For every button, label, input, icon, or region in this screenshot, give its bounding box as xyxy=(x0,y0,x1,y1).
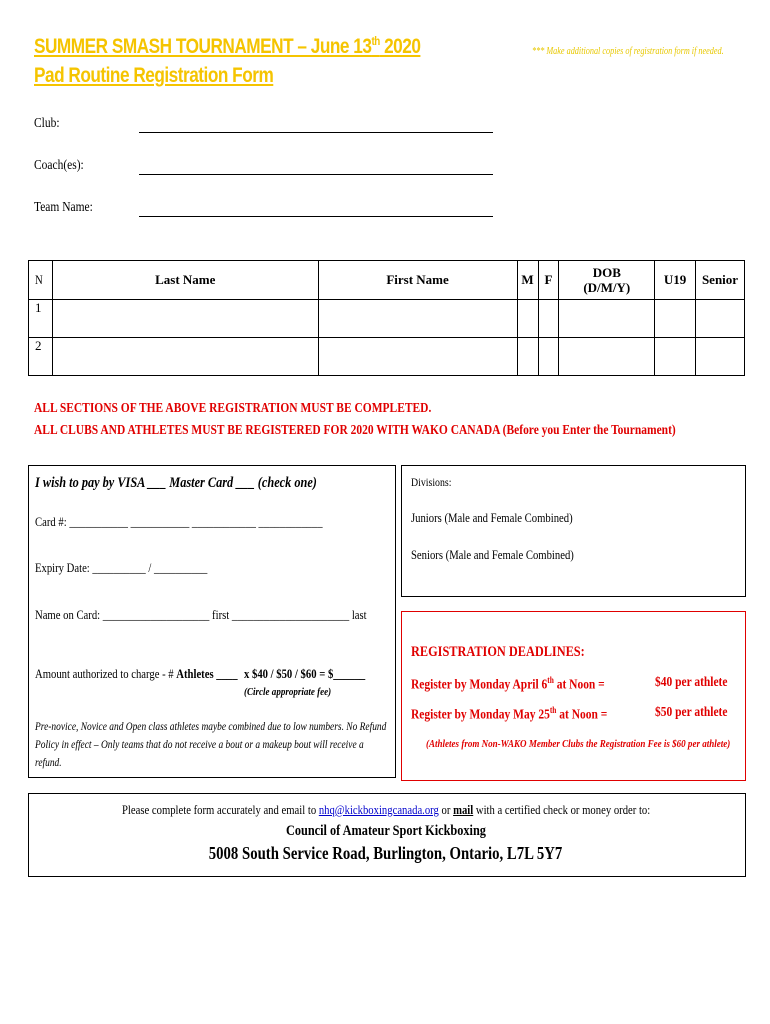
row-number: 1 xyxy=(29,300,53,338)
f-cell[interactable] xyxy=(538,338,559,376)
senior-cell[interactable] xyxy=(696,338,745,376)
card-number-field[interactable]: Card #: ___________ ___________ ____________ ____________ xyxy=(35,514,323,529)
name-on-card-field[interactable]: Name on Card: ____________________ first ______________________ last xyxy=(35,607,367,622)
coach-label: Coach(es): xyxy=(34,158,84,173)
circle-fee-note: (Circle appropriate fee) xyxy=(244,686,332,698)
division-juniors: Juniors (Male and Female Combined) xyxy=(411,510,573,525)
first-name-cell[interactable] xyxy=(318,300,517,338)
registration-table xyxy=(28,260,745,376)
footer-instructions: Please complete form accurately and email to nhq@kickboxingcanada.org or mail with a certified check or money order to: xyxy=(121,802,651,817)
organization-name: Council of Amateur Sport Kickboxing xyxy=(285,823,487,839)
deadline-2: Register by Monday May 25th at Noon = xyxy=(411,705,608,723)
deadline-1-fee: $40 per athlete xyxy=(655,675,728,690)
row-number: 2 xyxy=(29,338,53,376)
expiry-field[interactable]: Expiry Date: __________ / __________ xyxy=(35,560,208,575)
coach-field[interactable] xyxy=(139,174,493,175)
last-name-cell[interactable] xyxy=(52,300,318,338)
amount-authorized[interactable]: Amount authorized to charge - # Athletes ____ xyxy=(35,666,238,681)
dob-cell[interactable] xyxy=(559,338,655,376)
club-label: Club: xyxy=(34,116,60,131)
f-cell[interactable] xyxy=(538,300,559,338)
dob-cell[interactable] xyxy=(559,300,655,338)
form-title: SUMMER SMASH TOURNAMENT – June 13th 2020 xyxy=(34,34,421,58)
division-seniors: Seniors (Male and Female Combined) xyxy=(411,547,574,562)
form-subtitle: Pad Routine Registration Form xyxy=(34,64,274,87)
last-name-cell[interactable] xyxy=(52,338,318,376)
header-dob: DOB (D/M/Y) xyxy=(559,261,655,300)
refund-policy: Pre-novice, Novice and Open class athletes maybe combined due to low numbers. No Refund Policy in effect – Only teams that do not receive a bout or a makeup bout will receive a refund. xyxy=(35,721,387,769)
senior-cell[interactable] xyxy=(696,300,745,338)
u19-cell[interactable] xyxy=(655,300,696,338)
divisions-heading: Divisions: xyxy=(411,475,452,489)
deadline-1: Register by Monday April 6th at Noon = xyxy=(411,675,605,693)
u19-cell[interactable] xyxy=(655,338,696,376)
amount-calculation: x $40 / $50 / $60 = $______ xyxy=(244,666,366,681)
payment-heading: I wish to pay by VISA ___ Master Card ___ (check one) xyxy=(35,475,317,491)
m-cell[interactable] xyxy=(517,300,538,338)
header-m: M xyxy=(517,261,538,300)
team-name-field[interactable] xyxy=(139,216,493,217)
email-link[interactable]: nhq@kickboxingcanada.org xyxy=(318,802,439,817)
organization-address: 5008 South Service Road, Burlington, Ontario, L7L 5Y7 xyxy=(209,843,563,863)
copies-note: *** Make additional copies of registration form if needed. xyxy=(532,46,724,57)
header-u19: U19 xyxy=(655,261,696,300)
deadlines-heading: REGISTRATION DEADLINES: xyxy=(411,644,585,660)
table-row xyxy=(29,300,745,338)
table-row xyxy=(29,338,745,376)
header-first-name: First Name xyxy=(318,261,517,300)
first-name-cell[interactable] xyxy=(318,338,517,376)
header-f: F xyxy=(538,261,559,300)
deadline-2-fee: $50 per athlete xyxy=(655,705,728,720)
club-field[interactable] xyxy=(139,132,493,133)
warning-line-2: ALL CLUBS AND ATHLETES MUST BE REGISTERED FOR 2020 WITH WAKO CANADA (Before you Enter the Tournament) xyxy=(34,423,676,438)
header-last-name: Last Name xyxy=(52,261,318,300)
deadlines-box xyxy=(401,611,746,781)
header-n: N xyxy=(29,261,53,300)
warning-line-1: ALL SECTIONS OF THE ABOVE REGISTRATION MUST BE COMPLETED. xyxy=(34,401,432,416)
m-cell[interactable] xyxy=(517,338,538,376)
team-name-label: Team Name: xyxy=(34,200,93,215)
table-header-row xyxy=(29,261,745,300)
header-senior: Senior xyxy=(696,261,745,300)
non-wako-fee-note: (Athletes from Non-WAKO Member Clubs the Registration Fee is $60 per athlete) xyxy=(426,738,731,750)
divisions-box xyxy=(401,465,746,597)
